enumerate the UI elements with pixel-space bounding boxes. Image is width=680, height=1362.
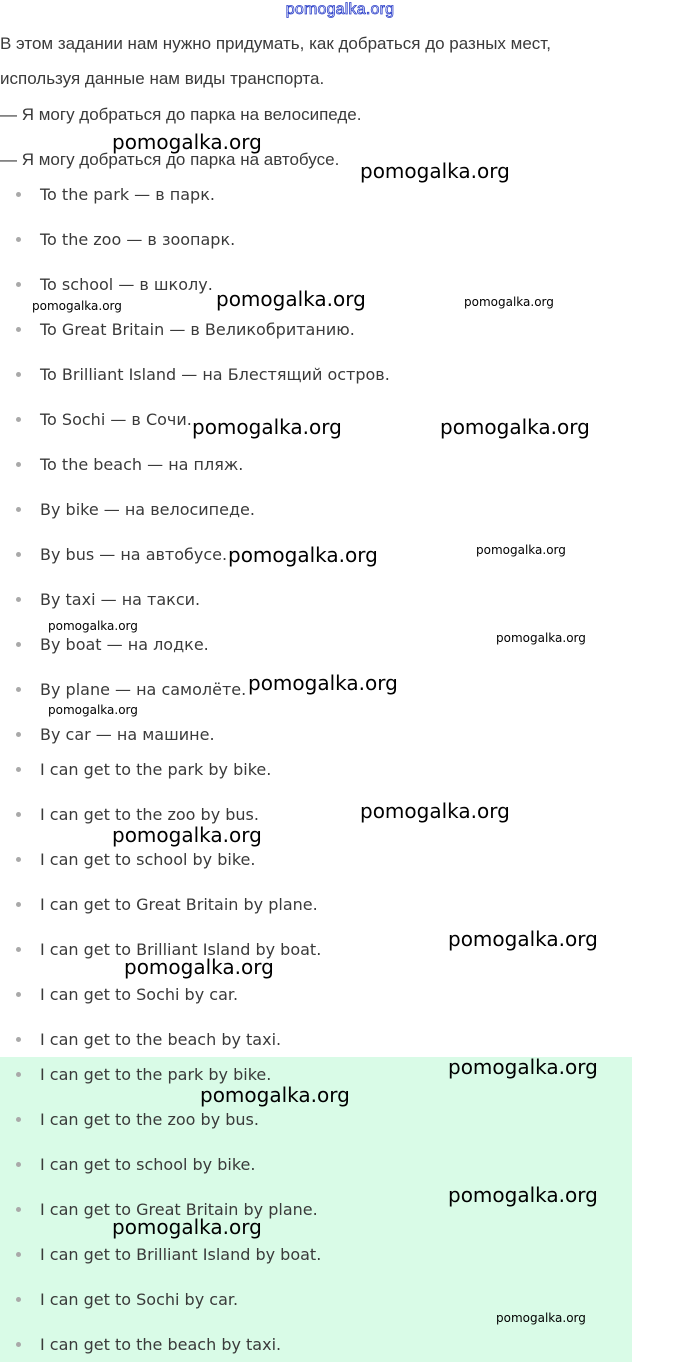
intro-line-3: — Я могу добраться до парка на велосипеде. [0,105,362,124]
bullet-icon [16,372,21,377]
list-item-text: I can get to the zoo by bus. [40,805,259,824]
header-watermark: pomogalka.org [285,1,395,18]
list-item-text: I can get to Brilliant Island by boat. [40,940,322,959]
bullet-icon [16,1297,21,1302]
watermark: pomogalka.org [200,1083,350,1107]
list-item-text: I can get to the zoo by bus. [40,1110,259,1129]
bullet-icon [16,687,21,692]
list-item-text: I can get to the park by bike. [40,760,272,779]
bullet-icon [16,857,21,862]
list-item-text: To the beach — на пляж. [40,455,244,474]
bullet-icon [16,1342,21,1347]
watermark: pomogalka.org [112,130,262,154]
bullet-icon [16,192,21,197]
list-item-text: I can get to school by bike. [40,850,256,869]
watermark: pomogalka.org [476,543,566,557]
list-item-text: To Sochi — в Сочи. [40,410,192,429]
bullet-icon [16,732,21,737]
bullet-icon [16,1037,21,1042]
bullet-icon [16,767,21,772]
bullet-icon [16,947,21,952]
bullet-icon [16,642,21,647]
intro-line-4: — Я могу добраться до парка на автобусе. [0,150,340,169]
list-item-text: To the park — в парк. [40,185,215,204]
bullet-icon [16,462,21,467]
watermark: pomogalka.org [496,1311,586,1325]
list-item-text: To Brilliant Island — на Блестящий остров. [40,365,390,384]
list-item-text: By bus — на автобусе. [40,545,228,564]
bullet-icon [16,1162,21,1167]
watermark: pomogalka.org [216,287,366,311]
list-item-text: By taxi — на такси. [40,590,201,609]
list-item-text: By car — на машине. [40,725,215,744]
watermark: pomogalka.org [496,631,586,645]
watermark: pomogalka.org [440,415,590,439]
watermark: pomogalka.org [112,823,262,847]
bullet-icon [16,327,21,332]
watermark: pomogalka.org [448,1055,598,1079]
list-item-text: I can get to Brilliant Island by boat. [40,1245,322,1264]
list-item-text: By boat — на лодке. [40,635,209,654]
bullet-icon [16,237,21,242]
bullet-icon [16,1207,21,1212]
list-item-text: By bike — на велосипеде. [40,500,255,519]
watermark: pomogalka.org [248,671,398,695]
bullet-icon [16,597,21,602]
watermark: pomogalka.org [448,927,598,951]
intro-line-2: используя данные нам виды транспорта. [0,69,325,88]
watermark: pomogalka.org [464,295,554,309]
list-item-text: I can get to Great Britain by plane. [40,895,318,914]
bullet-icon [16,282,21,287]
list-item-text: I can get to Great Britain by plane. [40,1200,318,1219]
bullet-icon [16,1072,21,1077]
watermark: pomogalka.org [192,415,342,439]
list-item-text: I can get to the park by bike. [40,1065,272,1084]
bullet-icon [16,902,21,907]
list-item-text: I can get to Sochi by car. [40,1290,239,1309]
watermark: pomogalka.org [360,799,510,823]
watermark: pomogalka.org [448,1183,598,1207]
list-item-text: I can get to school by bike. [40,1155,256,1174]
list-item-text: To Great Britain — в Великобританию. [40,320,355,339]
intro-line-1: В этом задании нам нужно придумать, как добраться до разных мест, [0,34,551,53]
bullet-icon [16,992,21,997]
list-item-text: I can get to the beach by taxi. [40,1030,282,1049]
watermark: pomogalka.org [112,1215,262,1239]
watermark: pomogalka.org [32,299,122,313]
bullet-icon [16,507,21,512]
watermark: pomogalka.org [48,619,138,633]
bullet-icon [16,417,21,422]
watermark: pomogalka.org [228,543,378,567]
watermark: pomogalka.org [124,955,274,979]
list-item-text: To school — в школу. [40,275,213,294]
bullet-icon [16,552,21,557]
list-item-text: I can get to Sochi by car. [40,985,239,1004]
list-item-text: I can get to the beach by taxi. [40,1335,282,1354]
watermark: pomogalka.org [360,159,510,183]
bullet-icon [16,1252,21,1257]
watermark: pomogalka.org [48,703,138,717]
bullet-icon [16,812,21,817]
list-item-text: To the zoo — в зоопарк. [40,230,236,249]
list-item-text: By plane — на самолёте. [40,680,247,699]
bullet-icon [16,1117,21,1122]
